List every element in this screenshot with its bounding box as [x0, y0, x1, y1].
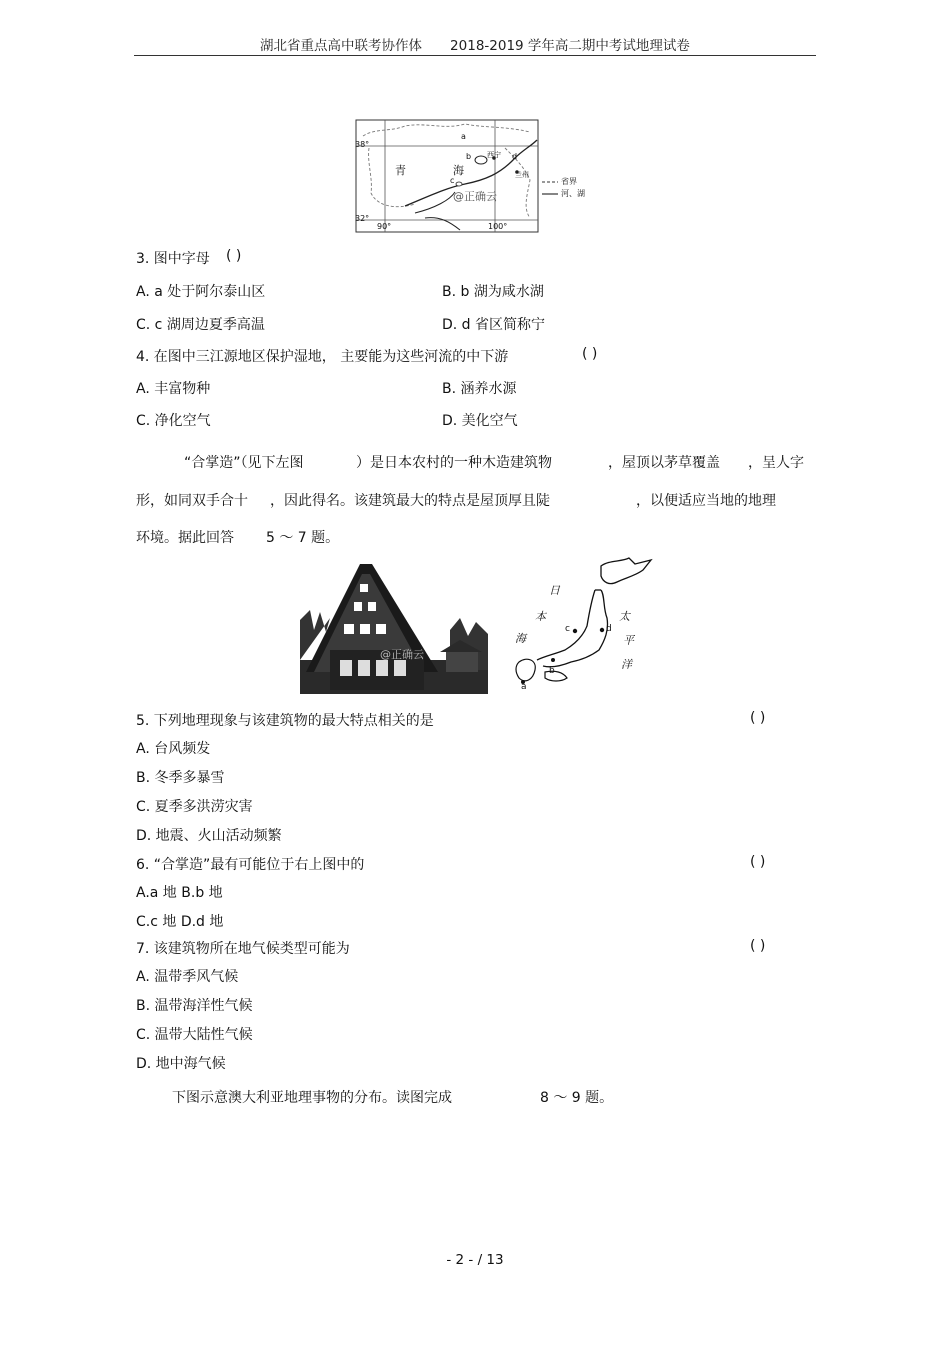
q7-option-d: D. 地中海气候: [136, 1056, 226, 1072]
passage-line1-b: ）是日本农村的一种木造建筑物: [356, 455, 552, 471]
q5-stem: 5. 下列地理现象与该建筑物的最大特点相关的是: [136, 713, 434, 729]
map1-c-label: c: [450, 176, 455, 185]
q5-paren: ( ): [750, 710, 766, 726]
map1-xining-label: 西宁: [487, 151, 501, 159]
passage-line2-c: ，以便适应当地的地理: [636, 493, 776, 509]
pacific-ping: 平: [623, 634, 634, 647]
q4-stem: 4. 在图中三江源地区保护湿地， 主要能为这些河流的中下游: [136, 349, 509, 365]
q5-option-b: B. 冬季多暴雪: [136, 770, 225, 786]
q4-option-a: A. 丰富物种: [136, 381, 211, 397]
map1-qing-label: 青: [395, 164, 406, 177]
lat-32-label: 32°: [355, 214, 370, 223]
map1-b-label: b: [466, 152, 472, 161]
map1-a-label: a: [461, 132, 466, 141]
q3-paren: ( ): [226, 248, 242, 264]
map1-watermark: @正确云: [453, 190, 497, 203]
passage-line1-d: ，呈人字: [748, 455, 804, 471]
photo-watermark: @正确云: [380, 648, 424, 661]
japan-c-label: c: [565, 624, 570, 634]
passage-line1-c: ，屋顶以茅草覆盖: [608, 455, 720, 471]
q5-option-c: C. 夏季多洪涝灾害: [136, 799, 253, 815]
japan-d-label: d: [606, 624, 612, 634]
legend-boundary-label: 省界: [561, 177, 577, 186]
gassho-house-photo: [300, 560, 488, 694]
header-right: 2018-2019 学年高二期中考试地理试卷: [450, 38, 690, 54]
page-number: - 2 - / 13: [446, 1252, 504, 1268]
q7-paren: ( ): [750, 938, 766, 954]
q7-stem: 7. 该建筑物所在地气候类型可能为: [136, 941, 350, 957]
map1-lanzhou-label: 兰州: [515, 171, 529, 179]
q4-paren: ( ): [582, 346, 598, 362]
passage-line2-a: 形，如同双手合十: [136, 493, 248, 509]
q4-option-b: B. 涵养水源: [442, 381, 517, 397]
page-header: [0, 34, 950, 54]
japan-a-label: a: [521, 682, 527, 692]
passage-line3-a: 环境。据此回答: [136, 530, 234, 546]
legend-river-label: 河、湖: [561, 189, 585, 198]
q3-stem: 3. 图中字母: [136, 251, 210, 267]
lon-90-label: 90°: [377, 222, 392, 231]
pacific-yang: 洋: [621, 658, 632, 671]
q7-option-a: A. 温带季风气候: [136, 969, 239, 985]
passage-line2-b: ，因此得名。该建筑最大的特点是屋顶厚且陡: [270, 493, 550, 509]
q3-option-b: B. b 湖为咸水湖: [442, 284, 544, 300]
q6-options-cd: C.c 地 D.d 地: [136, 914, 224, 930]
japan-sea-ben: 本: [535, 610, 546, 623]
qinghai-map: [355, 118, 600, 234]
japan-map: [505, 556, 655, 696]
q6-options-ab: A.a 地 B.b 地: [136, 885, 223, 901]
passage-line1-a: “合掌造”（见下左图: [184, 455, 304, 471]
q5-option-d: D. 地震、火山活动频繁: [136, 828, 282, 844]
q5-option-a: A. 台风频发: [136, 741, 211, 757]
q4-option-d: D. 美化空气: [442, 413, 518, 429]
q3-option-d: D. d 省区简称宁: [442, 317, 546, 333]
pacific-tai: 太: [619, 610, 630, 623]
lat-38-label: 38°: [355, 140, 370, 149]
map1-d-label: d: [512, 152, 518, 161]
q3-option-c: C. c 湖周边夏季高温: [136, 317, 265, 333]
q7-option-b: B. 温带海洋性气候: [136, 998, 253, 1014]
map1-hai-label: 海: [453, 164, 464, 177]
japan-sea-hai: 海: [515, 632, 526, 645]
q7-option-c: C. 温带大陆性气候: [136, 1027, 253, 1043]
header-left: 湖北省重点高中联考协作体: [260, 38, 423, 54]
japan-b-label: b: [549, 666, 555, 676]
lon-100-label: 100°: [488, 222, 508, 231]
passage-line3-b: 5 ～ 7 题。: [266, 530, 340, 546]
q3-option-a: A. a 处于阿尔泰山区: [136, 284, 266, 300]
intro89-range: 8 ～ 9 题。: [540, 1090, 614, 1106]
q6-paren: ( ): [750, 854, 766, 870]
japan-sea-ri: 日: [549, 584, 560, 597]
intro89-text: 下图示意澳大利亚地理事物的分布。读图完成: [172, 1090, 452, 1106]
q4-option-c: C. 净化空气: [136, 413, 211, 429]
header-rule: [134, 55, 816, 56]
q6-stem: 6. “合掌造”最有可能位于右上图中的: [136, 857, 365, 873]
